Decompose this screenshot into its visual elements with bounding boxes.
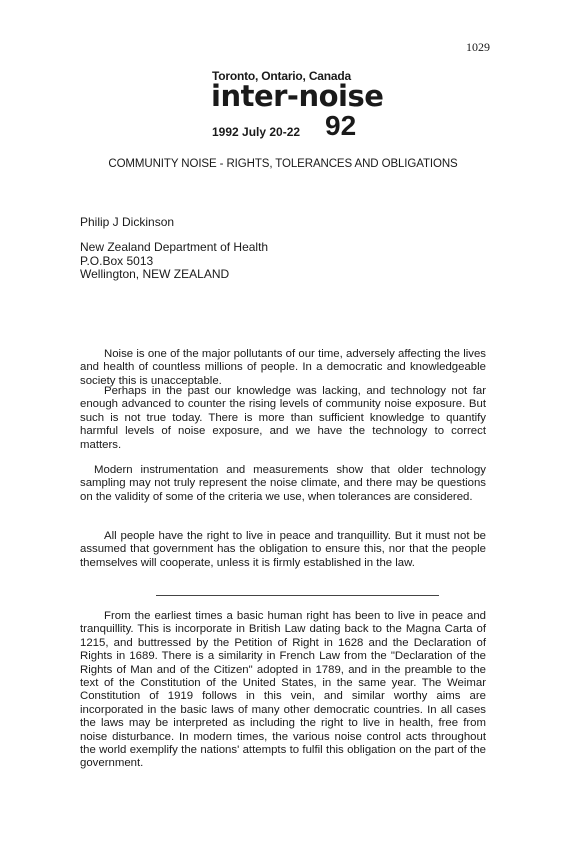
body-paragraph: [80, 610, 486, 771]
body-paragraph: [80, 464, 486, 504]
paragraph-text: All people have the right to live in peace and tranquillity. But it must not be assumed that government has the obligation to ensure this, nor that the people themselves will cooperate, unless it is firmly established in the law.: [80, 530, 486, 569]
body-paragraph: [80, 385, 486, 452]
address-line: Wellington, NEW ZEALAND: [80, 267, 230, 281]
page-number: 1029: [466, 40, 490, 54]
section-divider: [156, 595, 439, 596]
paragraph-text: Perhaps in the past our knowledge was lacking, and technology not far enough advanced to counter the rising levels of community noise exposure. But such is not true today. There is more than sufficient knowledge to quantify harmful levels of noise exposure, and we have the technology to correct matters.: [80, 385, 486, 451]
author-address: [80, 241, 268, 282]
address-line: P.O.Box 5013: [80, 253, 154, 268]
conference-dates: 1992 July 20-22: [212, 125, 301, 139]
address-line: New Zealand Department of Health: [80, 240, 269, 254]
paragraph-text: Modern instrumentation and measurements show that older technology sampling may not truly represent the noise climate, and there may be questions on the validity of some of the criteria we use, when tolerances are considered.: [80, 464, 486, 503]
author-name: Philip J Dickinson: [80, 215, 175, 229]
conference-year: 92: [325, 110, 357, 141]
body-paragraph: [80, 530, 486, 570]
paper-title: COMMUNITY NOISE - RIGHTS, TOLERANCES AND OBLIGATIONS: [108, 158, 458, 170]
body-paragraph: [80, 348, 486, 388]
conference-location: Toronto, Ontario, Canada: [212, 69, 351, 83]
paragraph-text: From the earliest times a basic human right has been to live in peace and tranquillity. This is incorporate in British Law dating back to the Magna Carta of 1215, and buttressed by the Petition of Right in 1628 and the Declaration of Rights in 1689. There is a similarity in French Law from the "Declaration of the Rights of Man and of the Citizen" adopted in 1789, and in the preamble to the text of the Constitution of the United States, in the same year. The Weimar Constitution of 1919 follows in this vein, and similar worthy aims are incorporated in the basic laws of many other democratic countries. In all cases the laws may be interpreted as including the right to live in health, free from noise disturbance. In modern times, the various noise control acts throughout the world exemplify the nations' attempts to fulfil this obligation on the part of the government.: [80, 610, 486, 770]
paragraph-text: Noise is one of the major pollutants of our time, adversely affecting the lives and health of countless millions of people. In a democratic and knowledgeable society this is unacceptable.: [80, 348, 486, 387]
conference-logo: inter-noise: [211, 79, 384, 113]
